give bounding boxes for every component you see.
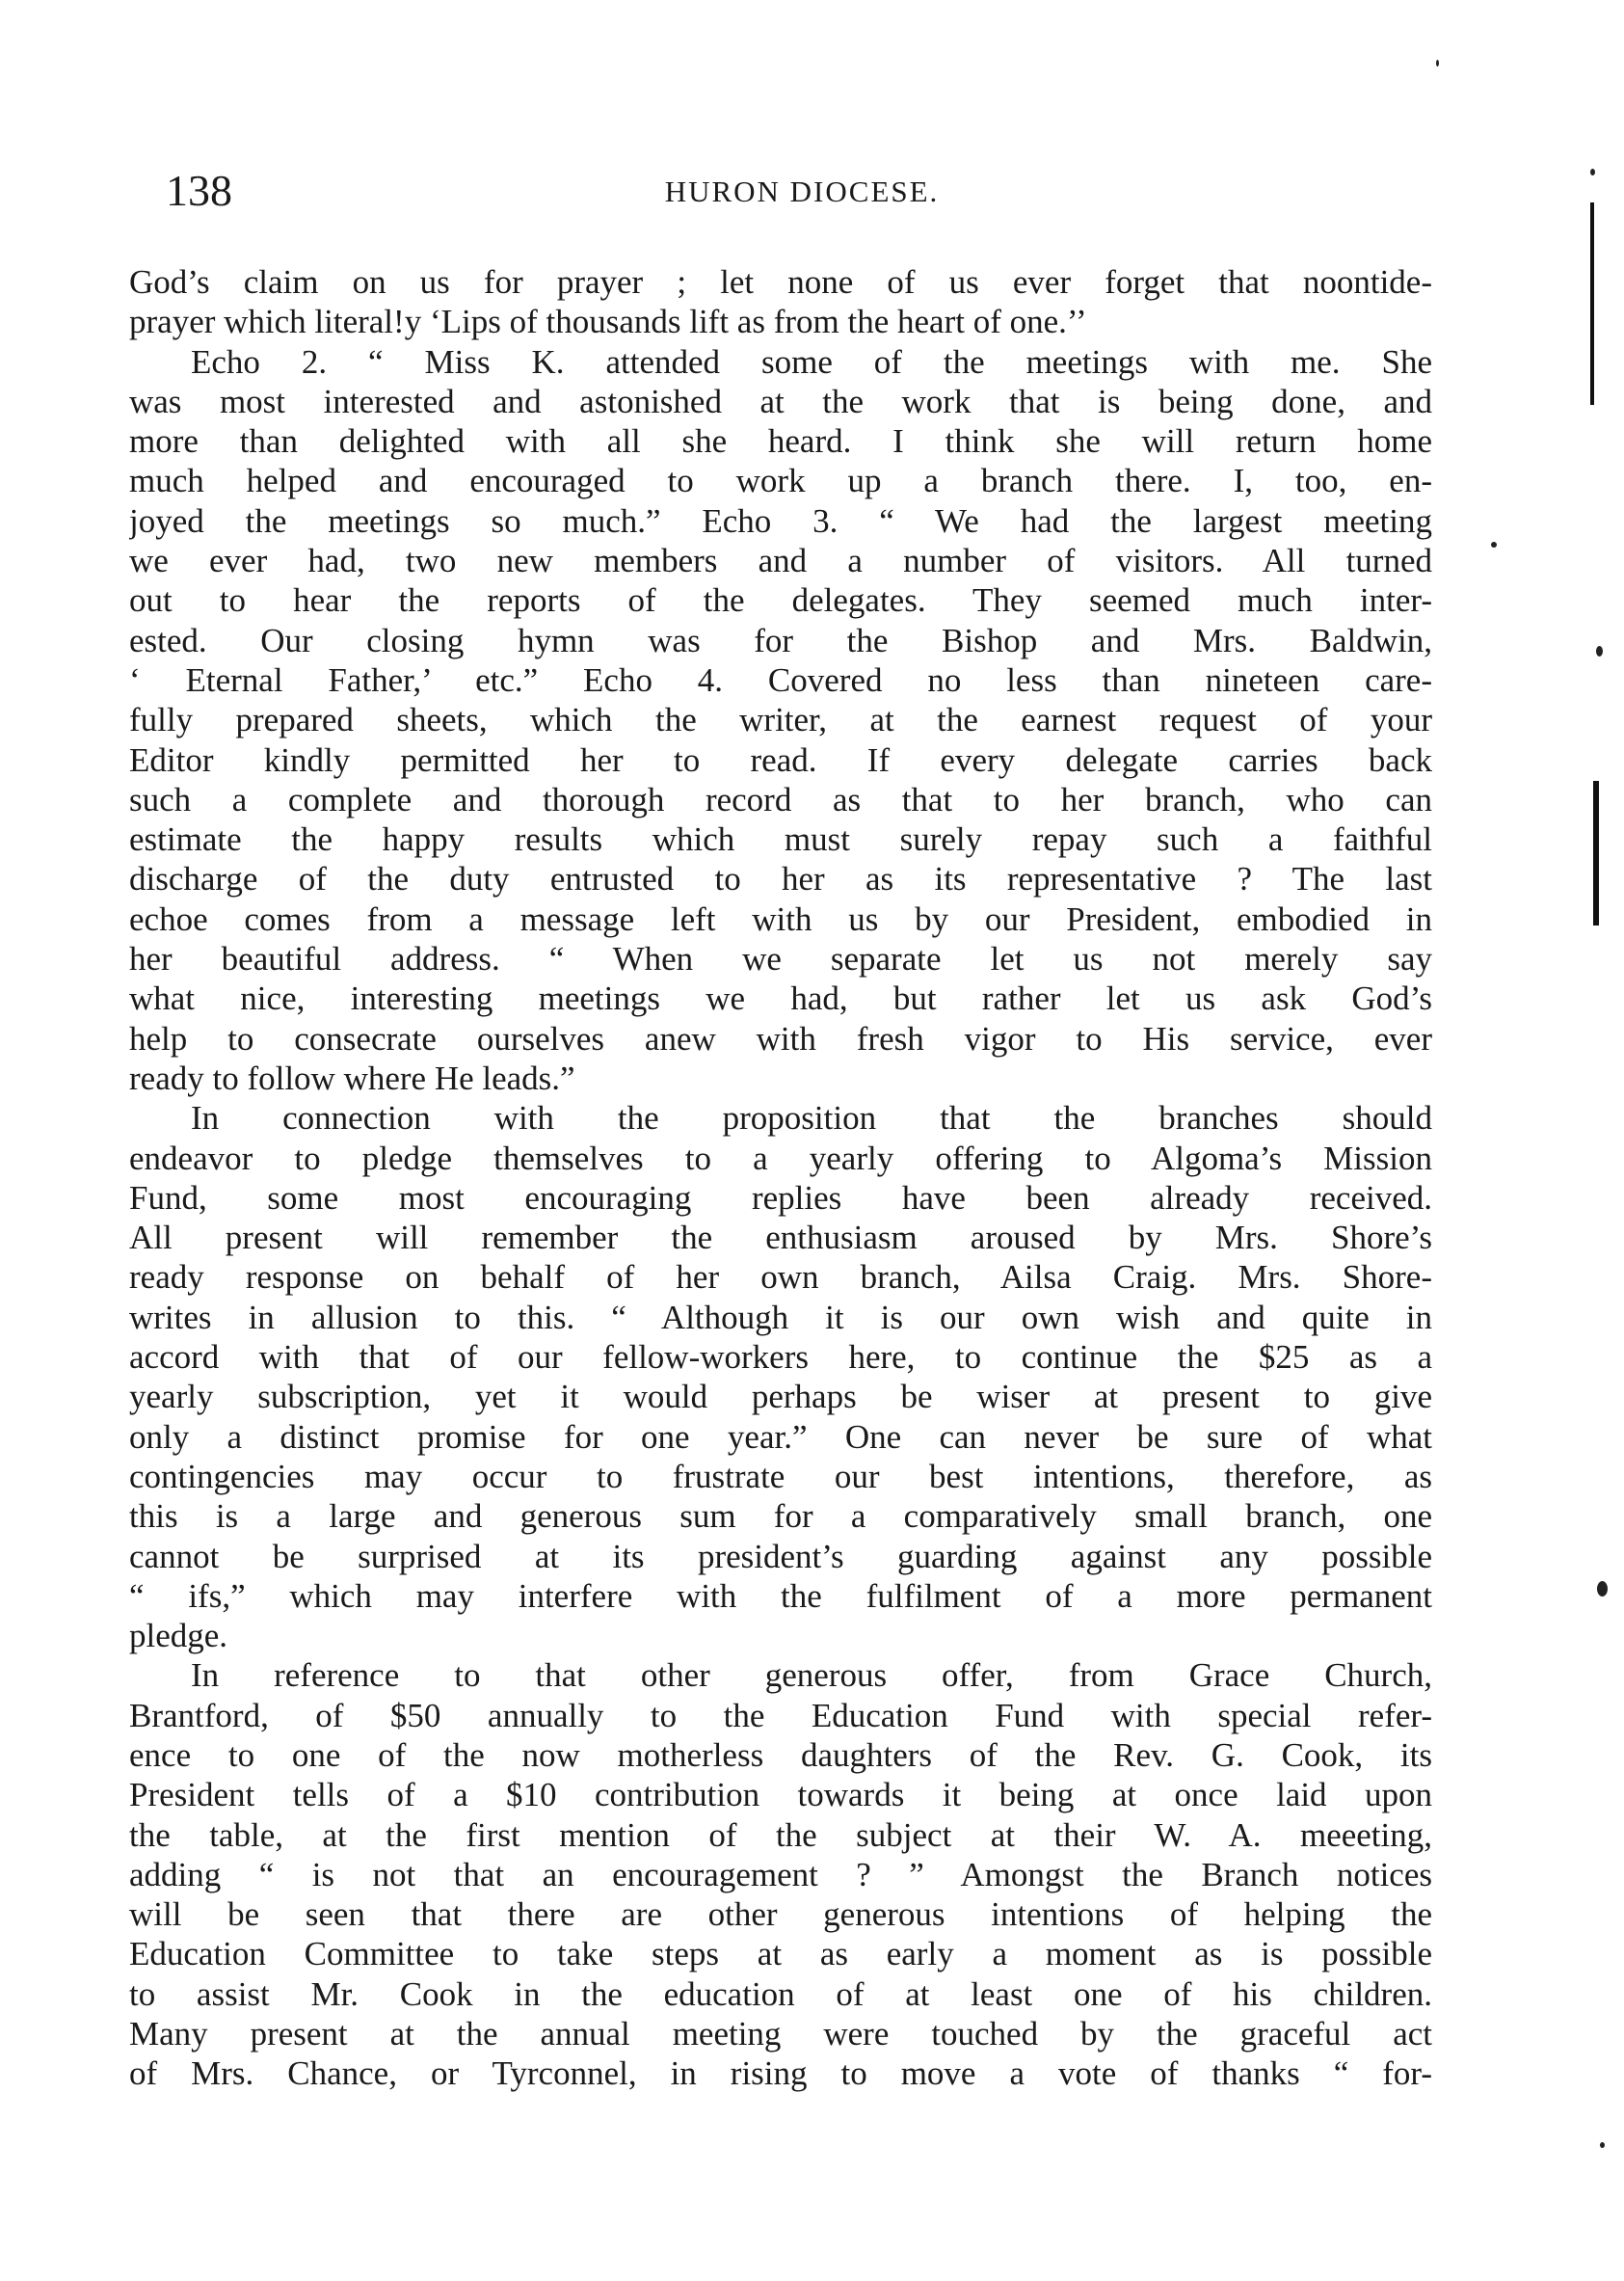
- text-line: cannot be surprised at its president’s guarding against any possible: [129, 1537, 1432, 1575]
- text-line: ready to follow where He leads.”: [129, 1059, 575, 1097]
- text-line: Fund, some most encouraging replies have been already received.: [129, 1178, 1432, 1217]
- margin-speck: [1590, 169, 1595, 175]
- text-line: accord with that of our fellow-workers here, to continue the $25 as a: [129, 1338, 1432, 1377]
- text-line: the table, at the first mention of the subject at their W. A. meeeting,: [129, 1815, 1432, 1854]
- page-number: 138: [166, 166, 232, 215]
- text-line: All present will remember the enthusiasm aroused by Mrs. Shore’s: [129, 1219, 1432, 1257]
- text-line: ence to one of the now motherless daughters of the Rev. G. Cook, its: [129, 1735, 1432, 1774]
- text-line: only a distinct promise for one year.” One can never be sure of what: [129, 1417, 1432, 1456]
- text-line: we ever had, two new members and a number of visitors. All turned: [129, 542, 1432, 580]
- text-line: echoe comes from a message left with us by our President, embodied in: [129, 899, 1432, 938]
- text-line: much helped and encouraged to work up a branch there. I, too, en-: [129, 462, 1432, 500]
- text-line: out to hear the reports of the delegates. They seemed much inter-: [129, 581, 1432, 620]
- text-line: Brantford, of $50 annually to the Education Fund with special refer-: [129, 1696, 1432, 1734]
- margin-rule-top: [1590, 202, 1594, 405]
- text-line: In connection with the proposition that the branches should: [191, 1099, 1432, 1138]
- text-line: adding “ is not that an encouragement ? ” Amongst the Branch notices: [129, 1855, 1432, 1893]
- text-line: this is a large and generous sum for a comparatively small branch, one: [129, 1497, 1432, 1536]
- margin-speck: [1596, 646, 1603, 657]
- text-line: endeavor to pledge themselves to a yearly offering to Algoma’s Mission: [129, 1139, 1432, 1177]
- text-line: Education Committee to take steps at as early a moment as is possible: [129, 1935, 1432, 1973]
- page-header: [166, 162, 1438, 220]
- text-line: discharge of the duty entrusted to her as its representative ? The last: [129, 860, 1432, 899]
- margin-speck: [1597, 1581, 1608, 1597]
- text-line: “ ifs,” which may interfere with the fulfilment of a more permanent: [129, 1576, 1432, 1615]
- text-line: Editor kindly permitted her to read. If every delegate carries back: [129, 740, 1432, 779]
- text-line: to assist Mr. Cook in the education of at least one of his children.: [129, 1974, 1432, 2013]
- text-line: her beautiful address. “ When we separate let us not merely say: [129, 940, 1432, 979]
- text-line: such a complete and thorough record as that to her branch, who can: [129, 780, 1432, 818]
- text-line: ready response on behalf of her own branch, Ailsa Craig. Mrs. Shore-: [129, 1258, 1432, 1297]
- text-line: help to consecrate ourselves anew with fresh vigor to His service, ever: [129, 1019, 1432, 1058]
- text-line: ‘ Eternal Father,’ etc.” Echo 4. Covered no less than nineteen care-: [129, 660, 1432, 699]
- text-line: joyed the meetings so much.” Echo 3. “ We had the largest meeting: [129, 501, 1432, 540]
- text-line: what nice, interesting meetings we had, but rather let us ask God’s: [129, 979, 1432, 1018]
- margin-speck: [1491, 542, 1497, 548]
- text-line: President tells of a $10 contribution towards it being at once laid upon: [129, 1776, 1432, 1814]
- text-line: was most interested and astonished at the work that is being done, and: [129, 382, 1432, 420]
- text-line: In reference to that other generous offer, from Grace Church,: [191, 1656, 1432, 1695]
- text-line: of Mrs. Chance, or Tyrconnel, in rising to move a vote of thanks “ for-: [129, 2054, 1432, 2093]
- text-line: estimate the happy results which must surely repay such a faithful: [129, 820, 1432, 859]
- text-line: prayer which literal!y ‘Lips of thousands lift as from the heart of one.’’: [129, 303, 1087, 341]
- text-line: fully prepared sheets, which the writer, at the earnest request of your: [129, 701, 1432, 739]
- margin-rule-middle: [1593, 781, 1599, 926]
- body-text: [129, 262, 1432, 2094]
- text-line: writes in allusion to this. “ Although it is our own wish and quite in: [129, 1298, 1432, 1336]
- text-line: ested. Our closing hymn was for the Bishop and Mrs. Baldwin,: [129, 621, 1432, 659]
- text-line: yearly subscription, yet it would perhaps be wiser at present to give: [129, 1378, 1432, 1416]
- running-head: HURON DIOCESE.: [664, 174, 940, 208]
- margin-speck: [1600, 2142, 1605, 2148]
- text-line: Echo 2. “ Miss K. attended some of the meetings with me. She: [191, 342, 1432, 381]
- margin-speck: [1436, 60, 1439, 67]
- text-line: Many present at the annual meeting were touched by the graceful act: [129, 2015, 1432, 2053]
- text-line: will be seen that there are other generous intentions of helping the: [129, 1895, 1432, 1934]
- text-line: contingencies may occur to frustrate our best intentions, therefore, as: [129, 1457, 1432, 1495]
- text-line: God’s claim on us for prayer ; let none of us ever forget that noontide-: [129, 263, 1432, 301]
- text-line: more than delighted with all she heard. I think she will return home: [129, 422, 1432, 461]
- text-line: pledge.: [129, 1617, 228, 1655]
